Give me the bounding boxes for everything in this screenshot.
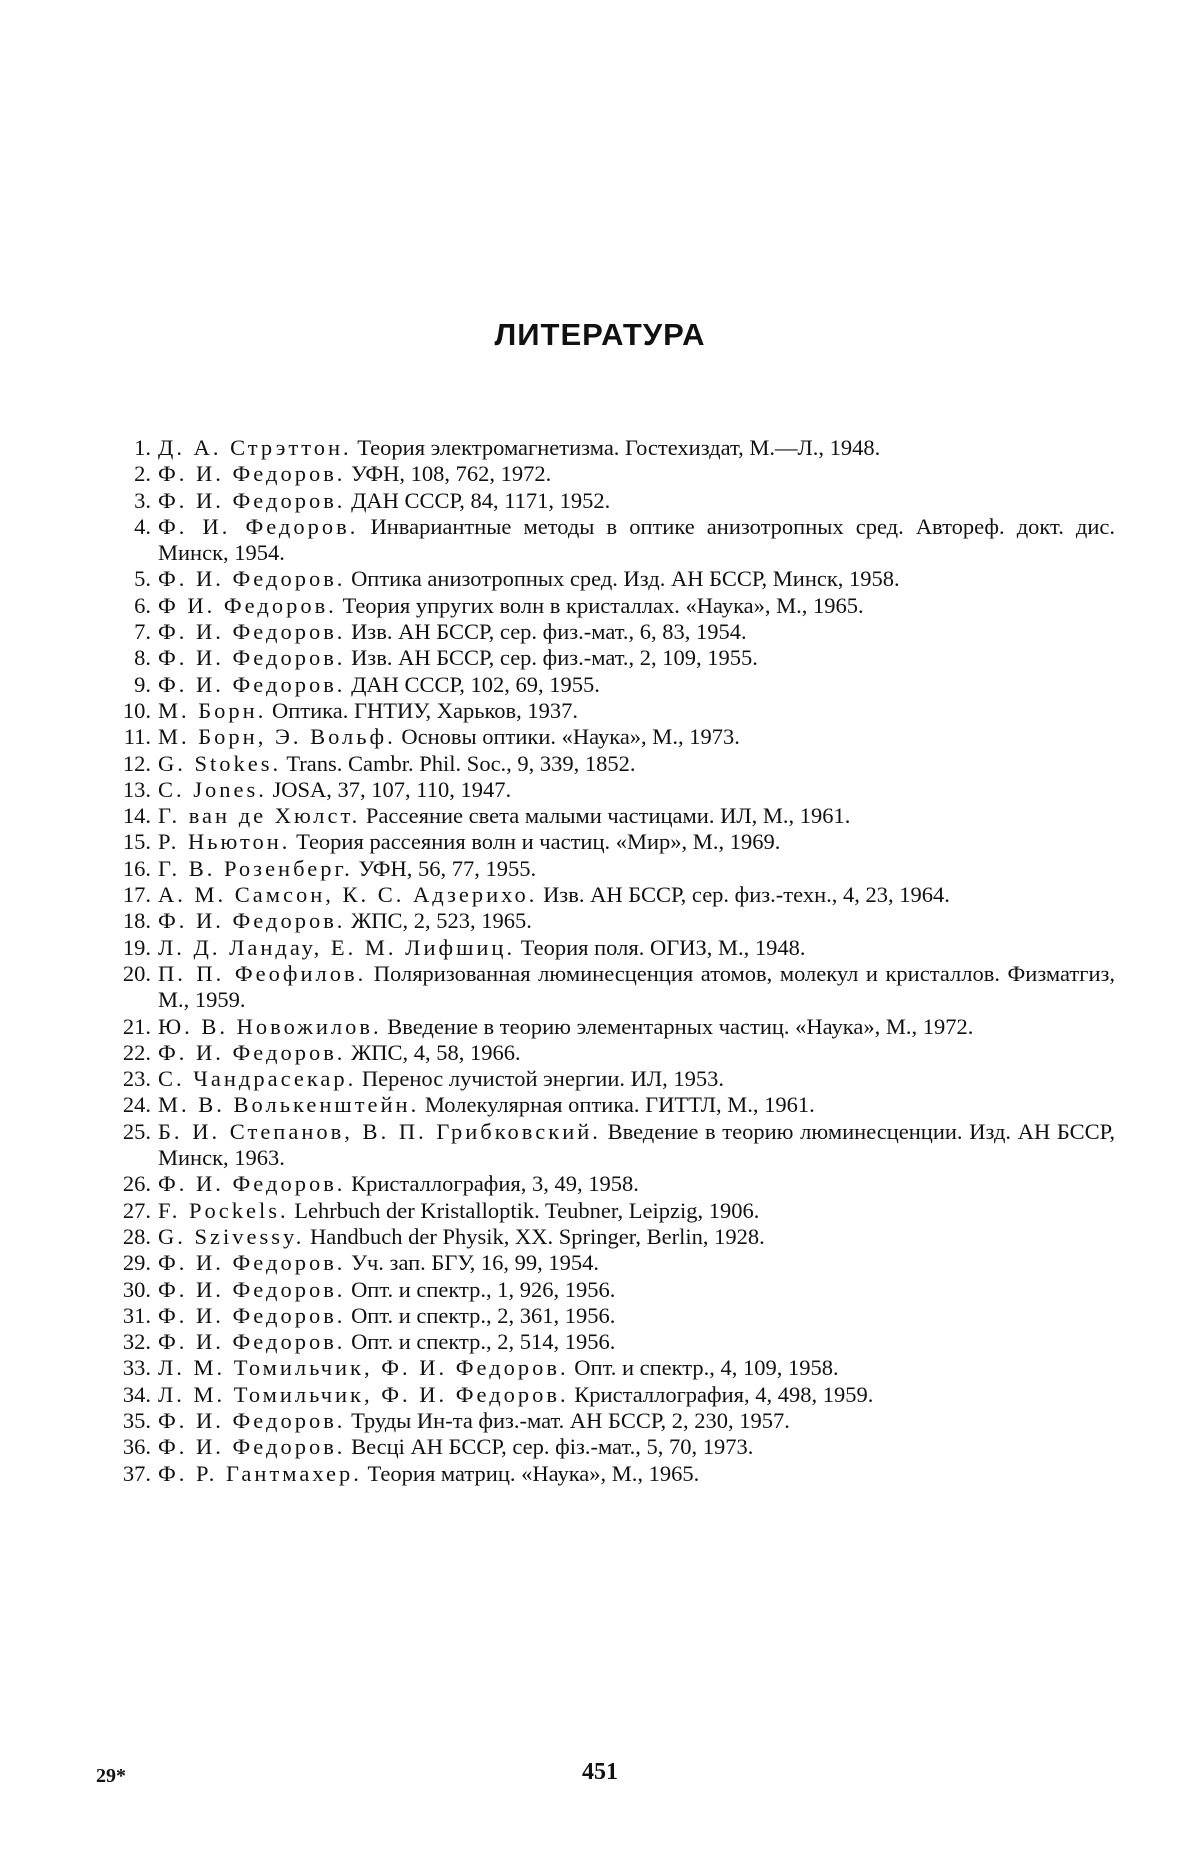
reference-body <box>158 961 1115 1014</box>
reference-text: Кристаллография, 4, 498, 1959. <box>574 1381 874 1407</box>
reference-author: М. В. Волькенштейн. <box>158 1092 420 1118</box>
reference-item <box>100 1408 1115 1434</box>
reference-item <box>100 672 1115 698</box>
reference-item <box>100 645 1115 671</box>
reference-item <box>100 1277 1115 1303</box>
reference-list <box>100 435 1115 1487</box>
reference-body <box>158 803 1115 829</box>
reference-body <box>158 1171 1115 1197</box>
reference-text: Теория электромагнетизма. Гостехиздат, М.—Л., 1948. <box>357 435 881 460</box>
reference-text: Молекулярная оптика. ГИТТЛ, М., 1961. <box>424 1092 815 1118</box>
reference-body <box>158 1303 1115 1329</box>
reference-item <box>100 566 1115 592</box>
reference-item <box>100 1329 1115 1355</box>
reference-author: Ф. И. Федоров. <box>158 1250 346 1276</box>
reference-text: ДАН СССР, 84, 1171, 1952. <box>351 487 611 513</box>
reference-text: Оптика. ГНТИУ, Харьков, 1937. <box>271 697 579 723</box>
reference-number: 24. <box>122 1092 151 1118</box>
reference-author: Ф. И. Федоров. <box>158 487 346 513</box>
reference-text: Изв. АН БССР, сер. физ.-техн., 4, 23, 1964. <box>543 882 950 908</box>
reference-body <box>158 1408 1115 1434</box>
reference-number: 12. <box>122 750 151 776</box>
reference-body <box>158 488 1115 514</box>
reference-number: 13. <box>122 776 151 802</box>
reference-item <box>100 1119 1115 1172</box>
reference-author: Ф. И. Федоров. <box>158 1171 346 1197</box>
page-number: 451 <box>582 1759 618 1785</box>
reference-body <box>158 1092 1115 1118</box>
reference-author: М. Борн. <box>158 697 267 723</box>
reference-author: Ф. И. Федоров. <box>158 1276 346 1302</box>
reference-item <box>100 1092 1115 1118</box>
reference-author: Ф. И. Федоров. <box>158 566 346 592</box>
reference-author: Ф. Р. Гантмахер. <box>158 1460 362 1486</box>
reference-number: 20. <box>122 960 151 986</box>
reference-author: Г. В. Розенберг. <box>158 855 353 881</box>
reference-author: Л. Д. Ландау, Е. М. Лифшиц. <box>158 934 516 960</box>
reference-text: Труды Ин-та физ.-мат. АН БССР, 2, 230, 1957. <box>351 1407 790 1433</box>
reference-item <box>100 698 1115 724</box>
reference-body <box>158 1461 1115 1487</box>
reference-author: C. Jones. <box>158 776 267 802</box>
reference-number: 36. <box>122 1434 151 1460</box>
reference-item <box>100 619 1115 645</box>
reference-number: 28. <box>122 1223 151 1249</box>
reference-body <box>158 593 1115 619</box>
reference-item <box>100 1382 1115 1408</box>
reference-number: 11. <box>123 724 151 750</box>
reference-body <box>158 856 1115 882</box>
reference-text: Опт. и спектр., 2, 514, 1956. <box>351 1329 616 1355</box>
reference-author: Ф. И. Федоров. <box>158 1039 346 1065</box>
reference-body <box>158 698 1115 724</box>
reference-item <box>100 1040 1115 1066</box>
reference-number: 34. <box>122 1381 151 1407</box>
reference-text: Рассеяние света малыми частицами. ИЛ, М., 1961. <box>365 803 851 829</box>
reference-author: Ф. И. Федоров. <box>158 1302 346 1328</box>
reference-body <box>158 645 1115 671</box>
reference-body <box>158 777 1115 803</box>
reference-body <box>158 619 1115 645</box>
reference-text: ЖПС, 4, 58, 1966. <box>351 1039 521 1065</box>
page-title: ЛИТЕРАТУРА <box>494 316 706 352</box>
reference-author: Ф. И. Федоров. <box>158 645 346 671</box>
reference-text: Handbuch der Physik, XX. Springer, Berlin, 1928. <box>310 1223 765 1249</box>
reference-author: Ю. В. Новожилов. <box>158 1013 382 1039</box>
reference-item <box>100 593 1115 619</box>
reference-body <box>158 1119 1115 1172</box>
reference-author: Г. ван де Хюлст. <box>158 803 361 829</box>
reference-text: Опт. и спектр., 1, 926, 1956. <box>351 1276 616 1302</box>
reference-number: 8. <box>134 645 151 671</box>
reference-body <box>158 1066 1115 1092</box>
reference-body <box>158 461 1115 487</box>
reference-text: JOSA, 37, 107, 110, 1947. <box>272 776 512 802</box>
reference-body <box>158 514 1115 567</box>
reference-item <box>100 461 1115 487</box>
reference-text: ДАН СССР, 102, 69, 1955. <box>351 671 600 697</box>
reference-author: G. Szivessy. <box>158 1223 305 1249</box>
reference-number: 32. <box>122 1329 151 1355</box>
reference-text: Кристаллография, 3, 49, 1958. <box>351 1171 639 1197</box>
reference-body <box>158 435 1115 461</box>
reference-item <box>100 1198 1115 1224</box>
reference-author: А. М. Самсон, К. С. Адзерихо. <box>158 882 538 908</box>
reference-number: 16. <box>122 855 151 881</box>
reference-text: Опт. и спектр., 2, 361, 1956. <box>351 1302 616 1328</box>
reference-item <box>100 961 1115 1014</box>
reference-body <box>158 672 1115 698</box>
reference-item <box>100 751 1115 777</box>
reference-number: 4. <box>134 513 151 539</box>
reference-item <box>100 856 1115 882</box>
reference-item <box>100 1014 1115 1040</box>
reference-author: Ф И. Федоров. <box>158 592 337 618</box>
reference-item <box>100 1171 1115 1197</box>
reference-item <box>100 724 1115 750</box>
reference-author: Л. М. Томильчик, Ф. И. Федоров. <box>158 1381 569 1407</box>
reference-text: Изв. АН БССР, сер. физ.-мат., 2, 109, 1955. <box>351 645 758 671</box>
reference-number: 2. <box>134 461 151 487</box>
reference-author: Ф. И. Федоров. <box>158 1329 346 1355</box>
reference-item <box>100 1250 1115 1276</box>
reference-number: 6. <box>134 592 151 618</box>
reference-author: Л. М. Томильчик, Ф. И. Федоров. <box>158 1355 569 1381</box>
reference-text: Теория поля. ОГИЗ, М., 1948. <box>520 934 806 960</box>
reference-text: Опт. и спектр., 4, 109, 1958. <box>574 1355 839 1381</box>
reference-body <box>158 829 1115 855</box>
reference-number: 37. <box>122 1460 151 1486</box>
reference-body <box>158 1040 1115 1066</box>
reference-body <box>158 1382 1115 1408</box>
reference-item <box>100 1434 1115 1460</box>
reference-body <box>158 1277 1115 1303</box>
reference-number: 19. <box>122 934 151 960</box>
reference-item <box>100 1461 1115 1487</box>
reference-text: Инвариантные методы в оптике анизотропных сред. Автореф. докт. дис. Минск, 1954. <box>158 513 1116 566</box>
reference-item <box>100 908 1115 934</box>
reference-number: 9. <box>134 671 151 697</box>
reference-author: Ф. И. Федоров. <box>158 908 346 934</box>
reference-author: Ф. И. Федоров. <box>158 619 346 645</box>
reference-item <box>100 777 1115 803</box>
reference-number: 15. <box>122 829 151 855</box>
reference-text: Введение в теорию люминесценции. Изд. АН БССР, Минск, 1963. <box>158 1118 1115 1171</box>
reference-text: УФН, 56, 77, 1955. <box>358 855 537 881</box>
reference-number: 21. <box>122 1013 151 1039</box>
reference-number: 23. <box>122 1066 151 1092</box>
reference-number: 3. <box>134 487 151 513</box>
reference-author: Ф. И. Федоров. <box>158 461 346 487</box>
reference-number: 14. <box>122 803 151 829</box>
reference-body <box>158 1250 1115 1276</box>
reference-body <box>158 1224 1115 1250</box>
reference-author: F. Pockels. <box>158 1197 289 1223</box>
reference-text: Весці АН БССР, сер. фіз.-мат., 5, 70, 1973. <box>351 1434 754 1460</box>
reference-text: УФН, 108, 762, 1972. <box>351 461 552 487</box>
signature-mark: 29* <box>96 1765 126 1787</box>
reference-body <box>158 1329 1115 1355</box>
reference-number: 29. <box>122 1250 151 1276</box>
reference-item <box>100 829 1115 855</box>
reference-body <box>158 1434 1115 1460</box>
reference-text: Поляризованная люминесценция атомов, молекул и кристаллов. Физматгиз, М., 1959. <box>158 960 1116 1013</box>
reference-item <box>100 1303 1115 1329</box>
reference-author: Д. А. Стрэттон. <box>158 435 352 460</box>
reference-item <box>100 1066 1115 1092</box>
reference-text: Теория матриц. «Наука», М., 1965. <box>367 1460 700 1486</box>
reference-number: 22. <box>122 1039 151 1065</box>
reference-author: П. П. Феофилов. <box>158 960 367 986</box>
reference-number: 27. <box>122 1197 151 1223</box>
reference-number: 30. <box>122 1276 151 1302</box>
reference-author: Ф. И. Федоров. <box>158 671 346 697</box>
reference-text: Изв. АН БССР, сер. физ.-мат., 6, 83, 1954. <box>351 619 747 645</box>
reference-body <box>158 1198 1115 1224</box>
reference-text: Теория упругих волн в кристаллах. «Наука», М., 1965. <box>342 592 864 618</box>
reference-text: Перенос лучистой энергии. ИЛ, 1953. <box>361 1066 725 1092</box>
reference-number: 25. <box>122 1118 151 1144</box>
reference-number: 18. <box>122 908 151 934</box>
reference-body <box>158 751 1115 777</box>
reference-item <box>100 435 1115 461</box>
reference-author: Ф. И. Федоров. <box>158 1434 346 1460</box>
reference-body <box>158 935 1115 961</box>
reference-text: Trans. Cambr. Phil. Soc., 9, 339, 1852. <box>286 750 636 776</box>
reference-body <box>158 1014 1115 1040</box>
reference-text: Теория рассеяния волн и частиц. «Мир», М., 1969. <box>296 829 781 855</box>
reference-text: Lehrbuch der Kristalloptik. Teubner, Leipzig, 1906. <box>294 1197 760 1223</box>
reference-number: 1. <box>134 435 151 460</box>
reference-body <box>158 566 1115 592</box>
reference-author: G. Stokes. <box>158 750 282 776</box>
reference-number: 33. <box>122 1355 151 1381</box>
reference-number: 5. <box>134 566 151 592</box>
reference-body <box>158 908 1115 934</box>
reference-body <box>158 882 1115 908</box>
reference-text: Введение в теорию элементарных частиц. «Наука», М., 1972. <box>387 1013 974 1039</box>
reference-item <box>100 488 1115 514</box>
reference-number: 17. <box>122 882 151 908</box>
reference-item <box>100 882 1115 908</box>
reference-author: Б. И. Степанов, В. П. Грибковский. <box>158 1118 601 1144</box>
reference-text: Уч. зап. БГУ, 16, 99, 1954. <box>351 1250 599 1276</box>
reference-item <box>100 1355 1115 1381</box>
reference-body <box>158 1355 1115 1381</box>
reference-text: ЖПС, 2, 523, 1965. <box>351 908 532 934</box>
reference-item <box>100 514 1115 567</box>
reference-number: 31. <box>122 1302 151 1328</box>
reference-number: 10. <box>122 697 151 723</box>
reference-author: С. Чандрасекар. <box>158 1066 357 1092</box>
reference-author: Ф. И. Федоров. <box>158 513 359 539</box>
reference-author: М. Борн, Э. Вольф. <box>158 724 396 750</box>
reference-author: Р. Ньютон. <box>158 829 291 855</box>
reference-item <box>100 803 1115 829</box>
reference-item <box>100 1224 1115 1250</box>
reference-text: Оптика анизотропных сред. Изд. АН БССР, Минск, 1958. <box>351 566 900 592</box>
reference-number: 35. <box>122 1407 151 1433</box>
reference-number: 7. <box>134 619 151 645</box>
reference-author: Ф. И. Федоров. <box>158 1407 346 1433</box>
reference-item <box>100 935 1115 961</box>
reference-body <box>158 724 1115 750</box>
reference-text: Основы оптики. «Наука», М., 1973. <box>401 724 740 750</box>
reference-number: 26. <box>122 1171 151 1197</box>
